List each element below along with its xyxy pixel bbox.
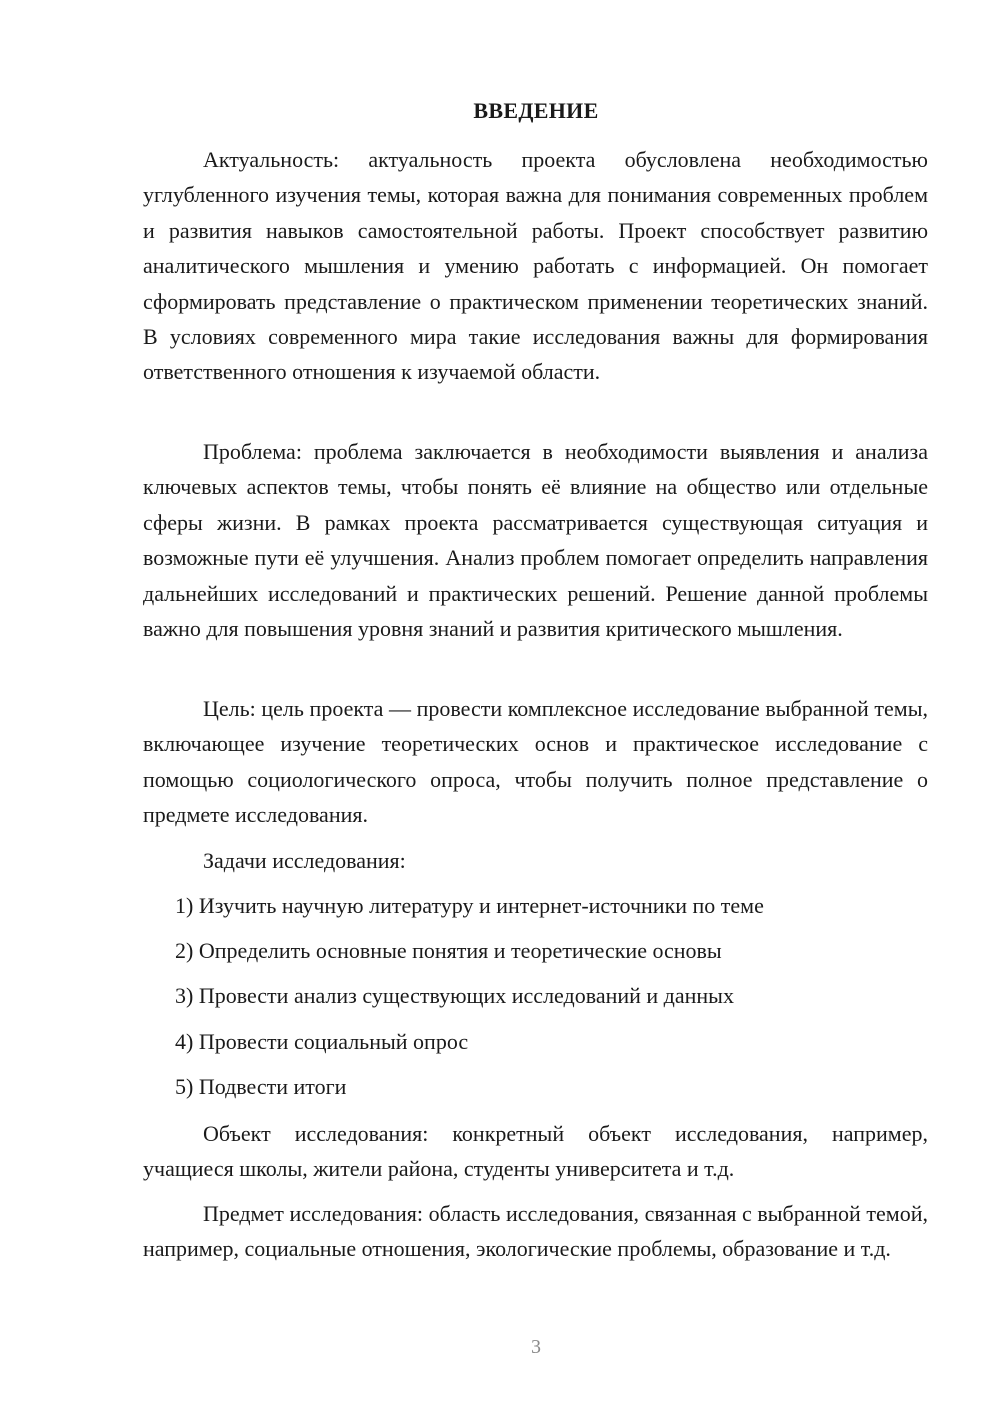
page-number: 3 [531, 1336, 541, 1358]
paragraph-object: Объект исследования: конкретный объект исследования, например, учащиеся школы, жители района, студенты университета и т.д. [143, 1121, 928, 1182]
paragraph-problem: Проблема: проблема заключается в необходимости выявления и анализа ключевых аспектов темы, чтобы понять её влияние на общество или отдельные сферы жизни. В рамках проекта рассматривается существующая ситуация и возможные пути её улучшения. Анализ проблем помогает определить направления дальнейших исследований и практических решений. Решение данной проблемы важно для повышения уровня знаний и развития критического мышления. [143, 439, 928, 642]
task-item-4: 4) Провести социальный опрос [175, 1029, 469, 1054]
paragraph-goal: Цель: цель проекта — провести комплексное исследование выбранной темы, включающее изучение теоретических основ и практическое исследование с помощью социологического опроса, чтобы получить полное представление о предмете исследования. [143, 696, 928, 828]
paragraph-subject: Предмет исследования: область исследования, связанная с выбранной темой, например, социальные отношения, экологические проблемы, образование и т.д. [143, 1201, 928, 1262]
paragraph-relevance: Актуальность: актуальность проекта обусловлена необходимостью углубленного изучения темы, которая важна для понимания современных проблем и развития навыков самостоятельной работы. Проект способствует развитию аналитического мышления и умению работать с информацией. Он помогает сформировать представление о практическом применении теоретических знаний. В условиях современного мира такие исследования важны для формирования ответственного отношения к изучаемой области. [143, 147, 928, 385]
tasks-title: Задачи исследования: [203, 848, 406, 873]
section-heading: ВВЕДЕНИЕ [473, 98, 599, 123]
task-item-3: 3) Провести анализ существующих исследований и данных [175, 983, 734, 1008]
task-item-2: 2) Определить основные понятия и теоретические основы [175, 938, 722, 963]
task-item-5: 5) Подвести итоги [175, 1074, 347, 1099]
task-item-1: 1) Изучить научную литературу и интернет-источники по теме [175, 893, 764, 918]
